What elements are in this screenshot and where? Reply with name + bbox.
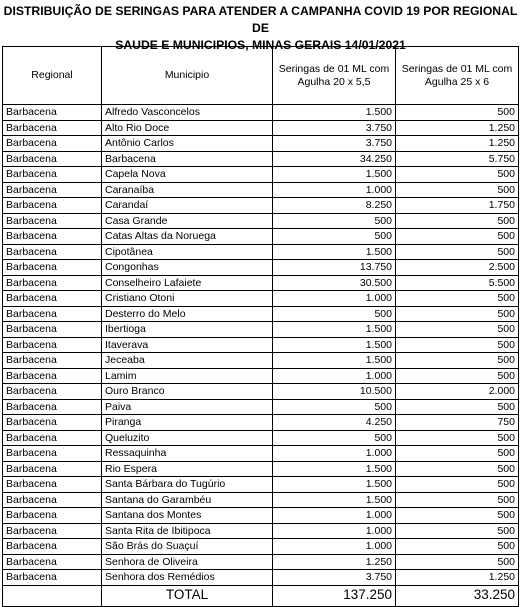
cell-municipio: Carandaí (102, 198, 273, 214)
cell-syringe-25x6: 500 (396, 291, 519, 307)
cell-syringe-25x6: 1.250 (396, 570, 519, 586)
cell-syringe-20x55: 500 (273, 213, 396, 229)
cell-regional: Barbacena (3, 430, 102, 446)
cell-regional: Barbacena (3, 322, 102, 338)
table-row (3, 570, 519, 586)
table-row (3, 120, 519, 136)
cell-syringe-20x55: 500 (273, 399, 396, 415)
cell-syringe-25x6: 500 (396, 554, 519, 570)
cell-syringe-25x6: 500 (396, 539, 519, 555)
cell-syringe-20x55: 1.500 (273, 492, 396, 508)
cell-syringe-25x6: 500 (396, 182, 519, 198)
table-row (3, 182, 519, 198)
cell-regional: Barbacena (3, 120, 102, 136)
cell-regional: Barbacena (3, 213, 102, 229)
cell-municipio: Rio Espera (102, 461, 273, 477)
cell-regional: Barbacena (3, 260, 102, 276)
table-row (3, 291, 519, 307)
cell-municipio: Cristiano Otoni (102, 291, 273, 307)
table-row (3, 492, 519, 508)
cell-regional: Barbacena (3, 368, 102, 384)
cell-regional: Barbacena (3, 136, 102, 152)
cell-syringe-20x55: 3.750 (273, 570, 396, 586)
table-row (3, 244, 519, 260)
cell-syringe-20x55: 10.500 (273, 384, 396, 400)
cell-syringe-20x55: 1.000 (273, 182, 396, 198)
cell-syringe-20x55: 1.500 (273, 337, 396, 353)
cell-municipio: Cipotânea (102, 244, 273, 260)
cell-regional: Barbacena (3, 492, 102, 508)
total-syringe-20x55: 137.250 (273, 585, 396, 606)
table-row (3, 229, 519, 245)
cell-regional: Barbacena (3, 508, 102, 524)
cell-syringe-25x6: 500 (396, 508, 519, 524)
cell-municipio: Alto Rio Doce (102, 120, 273, 136)
cell-syringe-25x6: 500 (396, 322, 519, 338)
cell-syringe-20x55: 500 (273, 229, 396, 245)
cell-syringe-25x6: 500 (396, 523, 519, 539)
total-row (3, 585, 519, 606)
header-municipio: Municipio (102, 47, 273, 105)
table-row (3, 415, 519, 431)
cell-syringe-20x55: 3.750 (273, 120, 396, 136)
cell-regional: Barbacena (3, 291, 102, 307)
cell-syringe-20x55: 3.750 (273, 136, 396, 152)
cell-municipio: Santa Bárbara do Tugúrio (102, 477, 273, 493)
header-row (3, 47, 519, 105)
table-row (3, 554, 519, 570)
table-row (3, 167, 519, 183)
cell-syringe-25x6: 500 (396, 306, 519, 322)
cell-syringe-25x6: 500 (396, 461, 519, 477)
table-row (3, 275, 519, 291)
cell-municipio: Santana dos Montes (102, 508, 273, 524)
cell-regional: Barbacena (3, 554, 102, 570)
cell-regional: Barbacena (3, 337, 102, 353)
cell-municipio: Conselheiro Lafaiete (102, 275, 273, 291)
cell-syringe-25x6: 1.250 (396, 120, 519, 136)
cell-regional: Barbacena (3, 539, 102, 555)
cell-syringe-20x55: 500 (273, 306, 396, 322)
cell-municipio: Queluzito (102, 430, 273, 446)
cell-syringe-20x55: 1.000 (273, 446, 396, 462)
cell-syringe-25x6: 500 (396, 229, 519, 245)
cell-syringe-25x6: 500 (396, 213, 519, 229)
table-row (3, 461, 519, 477)
header-syringe-20x55: Seringas de 01 ML com Agulha 20 x 5,5 (273, 47, 396, 105)
cell-regional: Barbacena (3, 384, 102, 400)
table-row (3, 446, 519, 462)
cell-municipio: Jeceaba (102, 353, 273, 369)
cell-syringe-25x6: 500 (396, 477, 519, 493)
cell-municipio: Barbacena (102, 151, 273, 167)
cell-regional: Barbacena (3, 570, 102, 586)
cell-syringe-20x55: 13.750 (273, 260, 396, 276)
cell-syringe-20x55: 1.500 (273, 477, 396, 493)
table-row (3, 322, 519, 338)
cell-municipio: Ouro Branco (102, 384, 273, 400)
cell-municipio: Capela Nova (102, 167, 273, 183)
total-syringe-25x6: 33.250 (396, 585, 519, 606)
cell-regional: Barbacena (3, 244, 102, 260)
cell-syringe-20x55: 8.250 (273, 198, 396, 214)
cell-regional: Barbacena (3, 167, 102, 183)
table-row (3, 353, 519, 369)
cell-syringe-20x55: 1.250 (273, 554, 396, 570)
table-row (3, 399, 519, 415)
table-row (3, 213, 519, 229)
title-line-1: DISTRIBUIÇÃO DE SERINGAS PARA ATENDER A CAMPANHA COVID 19 POR REGIONAL DE (3, 4, 518, 35)
cell-syringe-25x6: 5.750 (396, 151, 519, 167)
table-row (3, 260, 519, 276)
cell-syringe-25x6: 2.000 (396, 384, 519, 400)
cell-municipio: Antônio Carlos (102, 136, 273, 152)
cell-syringe-25x6: 750 (396, 415, 519, 431)
cell-syringe-25x6: 500 (396, 244, 519, 260)
cell-syringe-25x6: 500 (396, 105, 519, 121)
cell-regional: Barbacena (3, 399, 102, 415)
cell-syringe-25x6: 1.250 (396, 136, 519, 152)
cell-municipio: Catas Altas da Noruega (102, 229, 273, 245)
table-row (3, 430, 519, 446)
cell-syringe-25x6: 500 (396, 353, 519, 369)
table-row (3, 136, 519, 152)
cell-regional: Barbacena (3, 461, 102, 477)
table-row (3, 384, 519, 400)
table-row (3, 306, 519, 322)
cell-municipio: Desterro do Melo (102, 306, 273, 322)
cell-syringe-25x6: 500 (396, 446, 519, 462)
cell-municipio: Piranga (102, 415, 273, 431)
table-row (3, 105, 519, 121)
header-syringe-25x6: Seringas de 01 ML com Agulha 25 x 6 (396, 47, 519, 105)
cell-syringe-20x55: 1.000 (273, 508, 396, 524)
cell-municipio: Caranaíba (102, 182, 273, 198)
cell-municipio: São Brás do Suaçuí (102, 539, 273, 555)
table-row (3, 539, 519, 555)
cell-syringe-20x55: 1.500 (273, 244, 396, 260)
cell-municipio: Santana do Garambéu (102, 492, 273, 508)
cell-municipio: Ibertioga (102, 322, 273, 338)
table-body (3, 105, 519, 586)
cell-syringe-25x6: 500 (396, 337, 519, 353)
cell-municipio: Senhora de Oliveira (102, 554, 273, 570)
cell-syringe-25x6: 5.500 (396, 275, 519, 291)
cell-syringe-20x55: 1.000 (273, 368, 396, 384)
cell-regional: Barbacena (3, 105, 102, 121)
title-line-2: SAUDE E MUNICIPIOS, MINAS GERAIS 14/01/2021 (115, 38, 406, 52)
cell-syringe-25x6: 1.750 (396, 198, 519, 214)
cell-syringe-20x55: 1.000 (273, 291, 396, 307)
cell-municipio: Lamim (102, 368, 273, 384)
cell-regional: Barbacena (3, 523, 102, 539)
cell-regional: Barbacena (3, 353, 102, 369)
cell-syringe-20x55: 1.500 (273, 167, 396, 183)
cell-syringe-20x55: 500 (273, 430, 396, 446)
total-empty-cell (3, 585, 102, 606)
cell-syringe-25x6: 500 (396, 167, 519, 183)
table-row (3, 151, 519, 167)
cell-municipio: Senhora dos Remédios (102, 570, 273, 586)
cell-syringe-25x6: 500 (396, 368, 519, 384)
cell-municipio: Santa Rita de Ibitipoca (102, 523, 273, 539)
cell-syringe-20x55: 1.500 (273, 353, 396, 369)
cell-regional: Barbacena (3, 415, 102, 431)
total-label: TOTAL (102, 585, 273, 606)
table-row (3, 337, 519, 353)
cell-regional: Barbacena (3, 306, 102, 322)
cell-municipio: Ressaquinha (102, 446, 273, 462)
table-row (3, 508, 519, 524)
cell-syringe-25x6: 500 (396, 492, 519, 508)
header-regional: Regional (3, 47, 102, 105)
cell-regional: Barbacena (3, 182, 102, 198)
cell-regional: Barbacena (3, 151, 102, 167)
cell-syringe-20x55: 30.500 (273, 275, 396, 291)
cell-municipio: Paiva (102, 399, 273, 415)
cell-syringe-20x55: 34.250 (273, 151, 396, 167)
distribution-table (2, 46, 519, 607)
cell-syringe-25x6: 2.500 (396, 260, 519, 276)
cell-syringe-20x55: 1.000 (273, 523, 396, 539)
cell-regional: Barbacena (3, 275, 102, 291)
cell-syringe-20x55: 1.000 (273, 539, 396, 555)
cell-regional: Barbacena (3, 229, 102, 245)
table-row (3, 523, 519, 539)
cell-syringe-20x55: 1.500 (273, 105, 396, 121)
cell-syringe-20x55: 1.500 (273, 461, 396, 477)
cell-syringe-20x55: 1.500 (273, 322, 396, 338)
cell-municipio: Congonhas (102, 260, 273, 276)
table-row (3, 198, 519, 214)
cell-syringe-25x6: 500 (396, 399, 519, 415)
table-row (3, 477, 519, 493)
cell-regional: Barbacena (3, 198, 102, 214)
table-row (3, 368, 519, 384)
cell-syringe-25x6: 500 (396, 430, 519, 446)
cell-regional: Barbacena (3, 477, 102, 493)
cell-municipio: Casa Grande (102, 213, 273, 229)
cell-syringe-20x55: 4.250 (273, 415, 396, 431)
cell-regional: Barbacena (3, 446, 102, 462)
cell-municipio: Itaverava (102, 337, 273, 353)
cell-municipio: Alfredo Vasconcelos (102, 105, 273, 121)
